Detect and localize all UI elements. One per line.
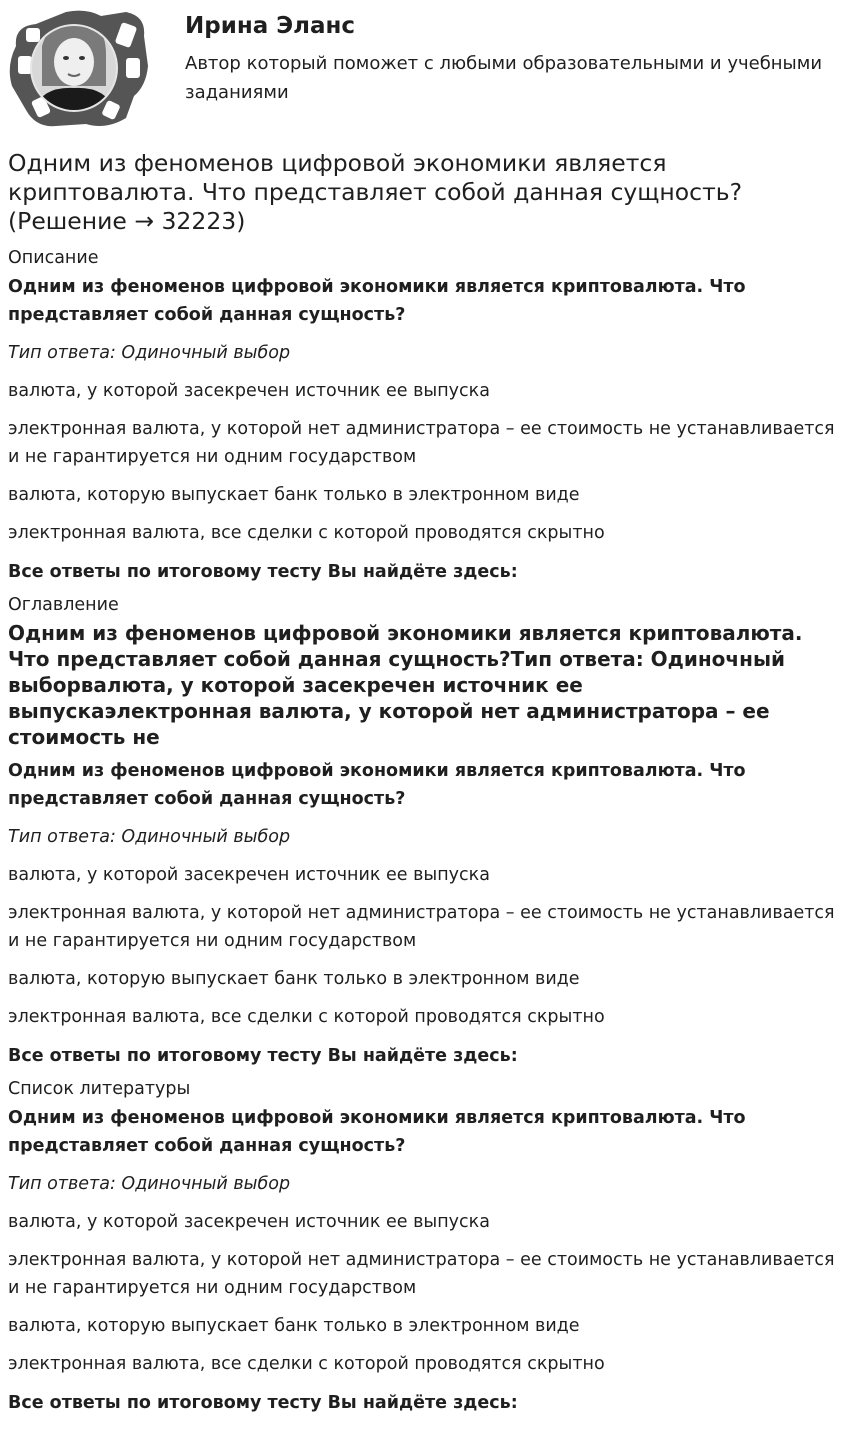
author-card xyxy=(0,0,847,140)
author-name[interactable]: Ирина Эланс xyxy=(185,13,356,39)
answer-option: электронная валюта, у которой нет администратора – ее стоимость не устанавливается и не гарантируется ни одним государством xyxy=(8,419,835,467)
main-content xyxy=(8,243,838,1417)
answer-type: Тип ответа: Одиночный выбор xyxy=(8,343,291,363)
question-text: Одним из феноменов цифровой экономики является криптовалюта. Что представляет собой данная сущность? xyxy=(8,1108,746,1156)
answer-type: Тип ответа: Одиночный выбор xyxy=(8,827,291,847)
author-avatar[interactable] xyxy=(6,6,150,128)
answer-option: электронная валюта, у которой нет администратора – ее стоимость не устанавливается и не гарантируется ни одним государством xyxy=(8,903,835,951)
question-text: Одним из феноменов цифровой экономики является криптовалюта. Что представляет собой данная сущность? xyxy=(8,277,746,325)
description-label: Описание xyxy=(8,248,99,268)
answer-option: валюта, у которой засекречен источник ее выпуска xyxy=(8,865,490,885)
toc-heading: Одним из феноменов цифровой экономики является криптовалюта. Что представляет собой данная сущность?Тип ответа: Одиночный выборвалюта, у которой засекречен источник ее выпускаэлектронная валюта, у которой нет администратора – ее стоимость не xyxy=(8,621,803,749)
answer-option: валюта, у которой засекречен источник ее выпуска xyxy=(8,381,490,401)
toc-label: Оглавление xyxy=(8,595,119,615)
answer-option: валюта, которую выпускает банк только в электронном виде xyxy=(8,485,580,505)
question-text: Одним из феноменов цифровой экономики является криптовалюта. Что представляет собой данная сущность? xyxy=(8,761,746,809)
answer-option: электронная валюта, у которой нет администратора – ее стоимость не устанавливается и не гарантируется ни одним государством xyxy=(8,1250,835,1298)
bibliography-label: Список литературы xyxy=(8,1079,191,1099)
page-title: Одним из феноменов цифровой экономики является криптовалюта. Что представляет собой данная сущность? (Решение → 32223) xyxy=(8,149,743,235)
find-here-link[interactable]: Все ответы по итоговому тесту Вы найдёте здесь: xyxy=(8,1393,518,1413)
author-description: Автор который поможет с любыми образовательными и учебными заданиями xyxy=(185,53,823,103)
find-here-link[interactable]: Все ответы по итоговому тесту Вы найдёте здесь: xyxy=(8,1046,518,1066)
answer-type: Тип ответа: Одиночный выбор xyxy=(8,1174,291,1194)
answer-option: валюта, которую выпускает банк только в электронном виде xyxy=(8,969,580,989)
answer-option: электронная валюта, все сделки с которой проводятся скрытно xyxy=(8,1007,605,1027)
find-here-link[interactable]: Все ответы по итоговому тесту Вы найдёте здесь: xyxy=(8,562,518,582)
answer-option: электронная валюта, все сделки с которой проводятся скрытно xyxy=(8,1354,605,1374)
answer-option: электронная валюта, все сделки с которой проводятся скрытно xyxy=(8,523,605,543)
answer-option: валюта, у которой засекречен источник ее выпуска xyxy=(8,1212,490,1232)
answer-option: валюта, которую выпускает банк только в электронном виде xyxy=(8,1316,580,1336)
